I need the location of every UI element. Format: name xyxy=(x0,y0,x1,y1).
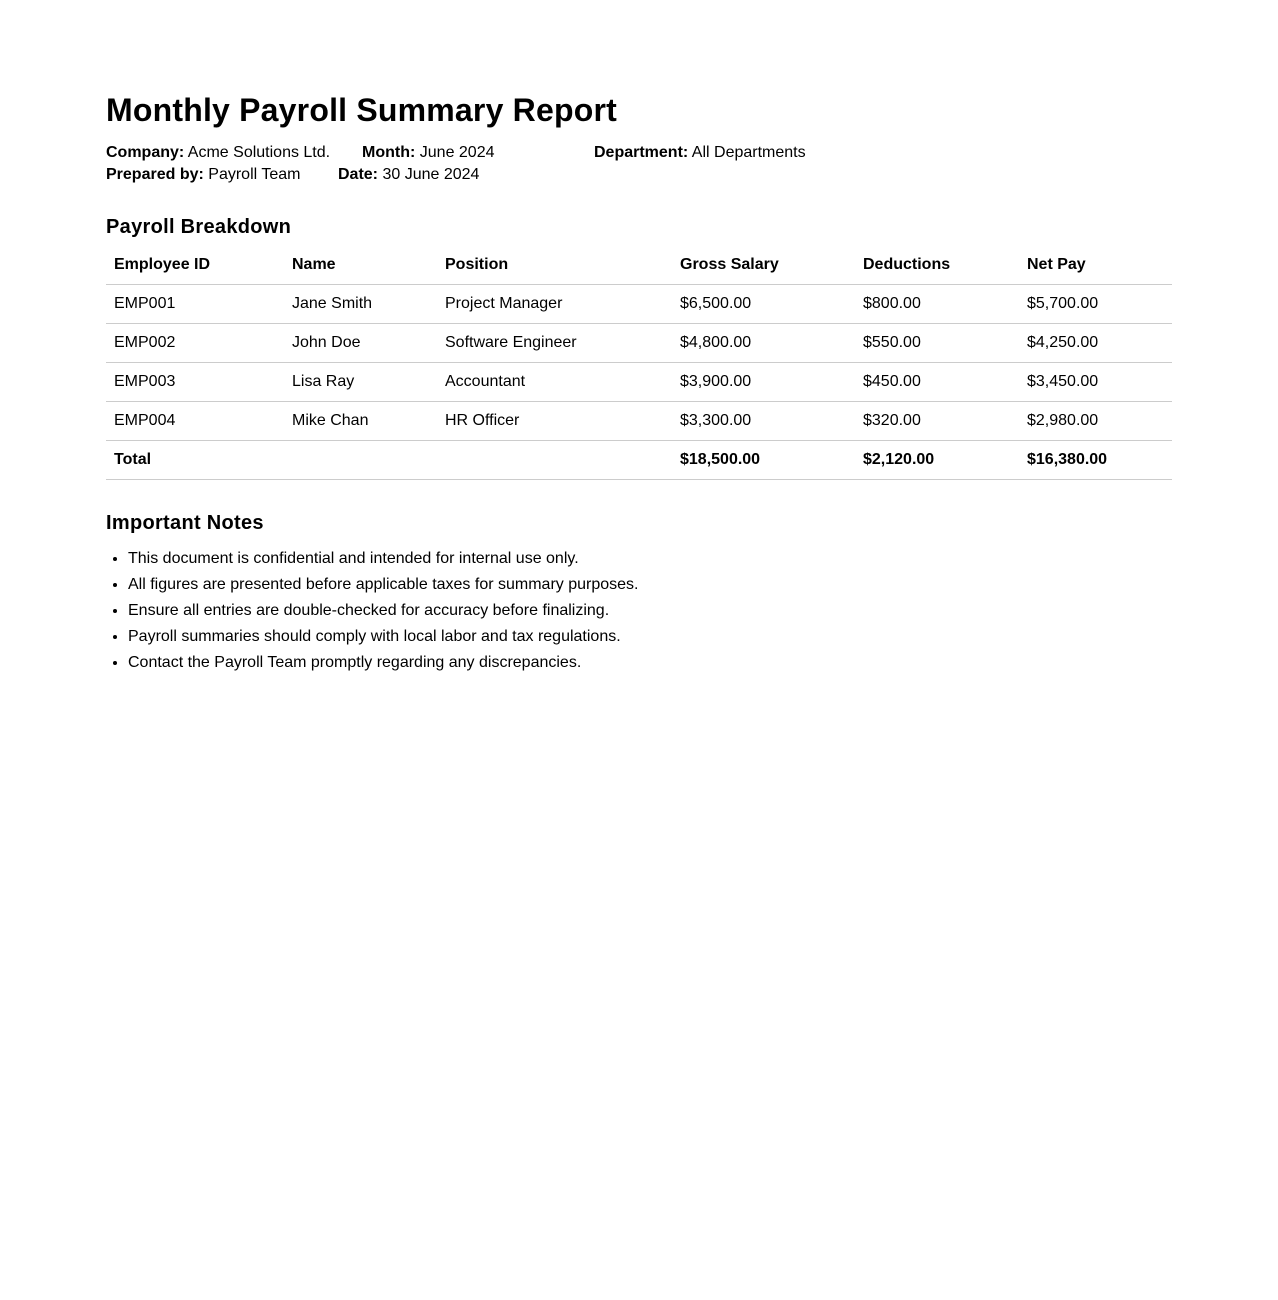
cell-gross-salary: $4,800.00 xyxy=(672,324,855,363)
cell-employee-id: EMP002 xyxy=(106,324,284,363)
meta-date-value: 30 June 2024 xyxy=(382,166,480,183)
meta-date-label: Date: xyxy=(338,166,379,183)
cell-name: Jane Smith xyxy=(284,285,437,324)
meta-month-label: Month: xyxy=(362,144,416,161)
total-empty-cell xyxy=(284,441,437,480)
cell-deductions: $550.00 xyxy=(855,324,1019,363)
meta-department-value: All Departments xyxy=(691,144,806,161)
cell-position: Software Engineer xyxy=(437,324,672,363)
meta-company-value: Acme Solutions Ltd. xyxy=(187,144,331,161)
list-item: • This document is confidential and intended for internal use only. xyxy=(128,546,638,572)
column-header-name: Name xyxy=(284,246,437,285)
cell-name: John Doe xyxy=(284,324,437,363)
cell-deductions: $450.00 xyxy=(855,363,1019,402)
cell-position: HR Officer xyxy=(437,402,672,441)
payroll-breakdown-heading: Payroll Breakdown xyxy=(106,216,292,238)
cell-employee-id: EMP004 xyxy=(106,402,284,441)
payroll-table xyxy=(106,246,1172,480)
meta-company-label: Company: xyxy=(106,144,185,161)
cell-deductions: $800.00 xyxy=(855,285,1019,324)
meta-date xyxy=(338,165,479,185)
table-row xyxy=(106,363,1172,402)
page-title: Monthly Payroll Summary Report xyxy=(106,92,617,128)
meta-month xyxy=(362,143,495,163)
table-row xyxy=(106,402,1172,441)
column-header-position: Position xyxy=(437,246,672,285)
total-net-pay: $16,380.00 xyxy=(1019,441,1172,480)
meta-department xyxy=(594,143,806,163)
cell-position: Project Manager xyxy=(437,285,672,324)
cell-net-pay: $4,250.00 xyxy=(1019,324,1172,363)
cell-name: Mike Chan xyxy=(284,402,437,441)
meta-department-label: Department: xyxy=(594,144,689,161)
notes-list xyxy=(106,546,638,676)
important-notes-heading: Important Notes xyxy=(106,512,264,534)
list-item: • Contact the Payroll Team promptly regarding any discrepancies. xyxy=(128,650,638,676)
meta-prepared-by xyxy=(106,165,300,185)
meta-prepared-by-value: Payroll Team xyxy=(208,166,301,183)
table-row xyxy=(106,324,1172,363)
list-item: • All figures are presented before applicable taxes for summary purposes. xyxy=(128,572,638,598)
table-header-row xyxy=(106,246,1172,285)
cell-name: Lisa Ray xyxy=(284,363,437,402)
column-header-deductions: Deductions xyxy=(855,246,1019,285)
cell-net-pay: $2,980.00 xyxy=(1019,402,1172,441)
column-header-gross-salary: Gross Salary xyxy=(672,246,855,285)
cell-gross-salary: $6,500.00 xyxy=(672,285,855,324)
column-header-net-pay: Net Pay xyxy=(1019,246,1172,285)
cell-gross-salary: $3,300.00 xyxy=(672,402,855,441)
total-label: Total xyxy=(106,441,284,480)
meta-prepared-by-label: Prepared by: xyxy=(106,166,204,183)
total-empty-cell xyxy=(437,441,672,480)
table-row xyxy=(106,285,1172,324)
meta-month-value: June 2024 xyxy=(419,144,495,161)
list-item: • Ensure all entries are double-checked for accuracy before finalizing. xyxy=(128,598,638,624)
cell-deductions: $320.00 xyxy=(855,402,1019,441)
cell-employee-id: EMP001 xyxy=(106,285,284,324)
cell-employee-id: EMP003 xyxy=(106,363,284,402)
cell-net-pay: $5,700.00 xyxy=(1019,285,1172,324)
list-item: • Payroll summaries should comply with local labor and tax regulations. xyxy=(128,624,638,650)
meta-company xyxy=(106,143,330,163)
total-deductions: $2,120.00 xyxy=(855,441,1019,480)
total-gross-salary: $18,500.00 xyxy=(672,441,855,480)
table-total-row xyxy=(106,441,1172,480)
cell-position: Accountant xyxy=(437,363,672,402)
column-header-employee-id: Employee ID xyxy=(106,246,284,285)
cell-net-pay: $3,450.00 xyxy=(1019,363,1172,402)
cell-gross-salary: $3,900.00 xyxy=(672,363,855,402)
